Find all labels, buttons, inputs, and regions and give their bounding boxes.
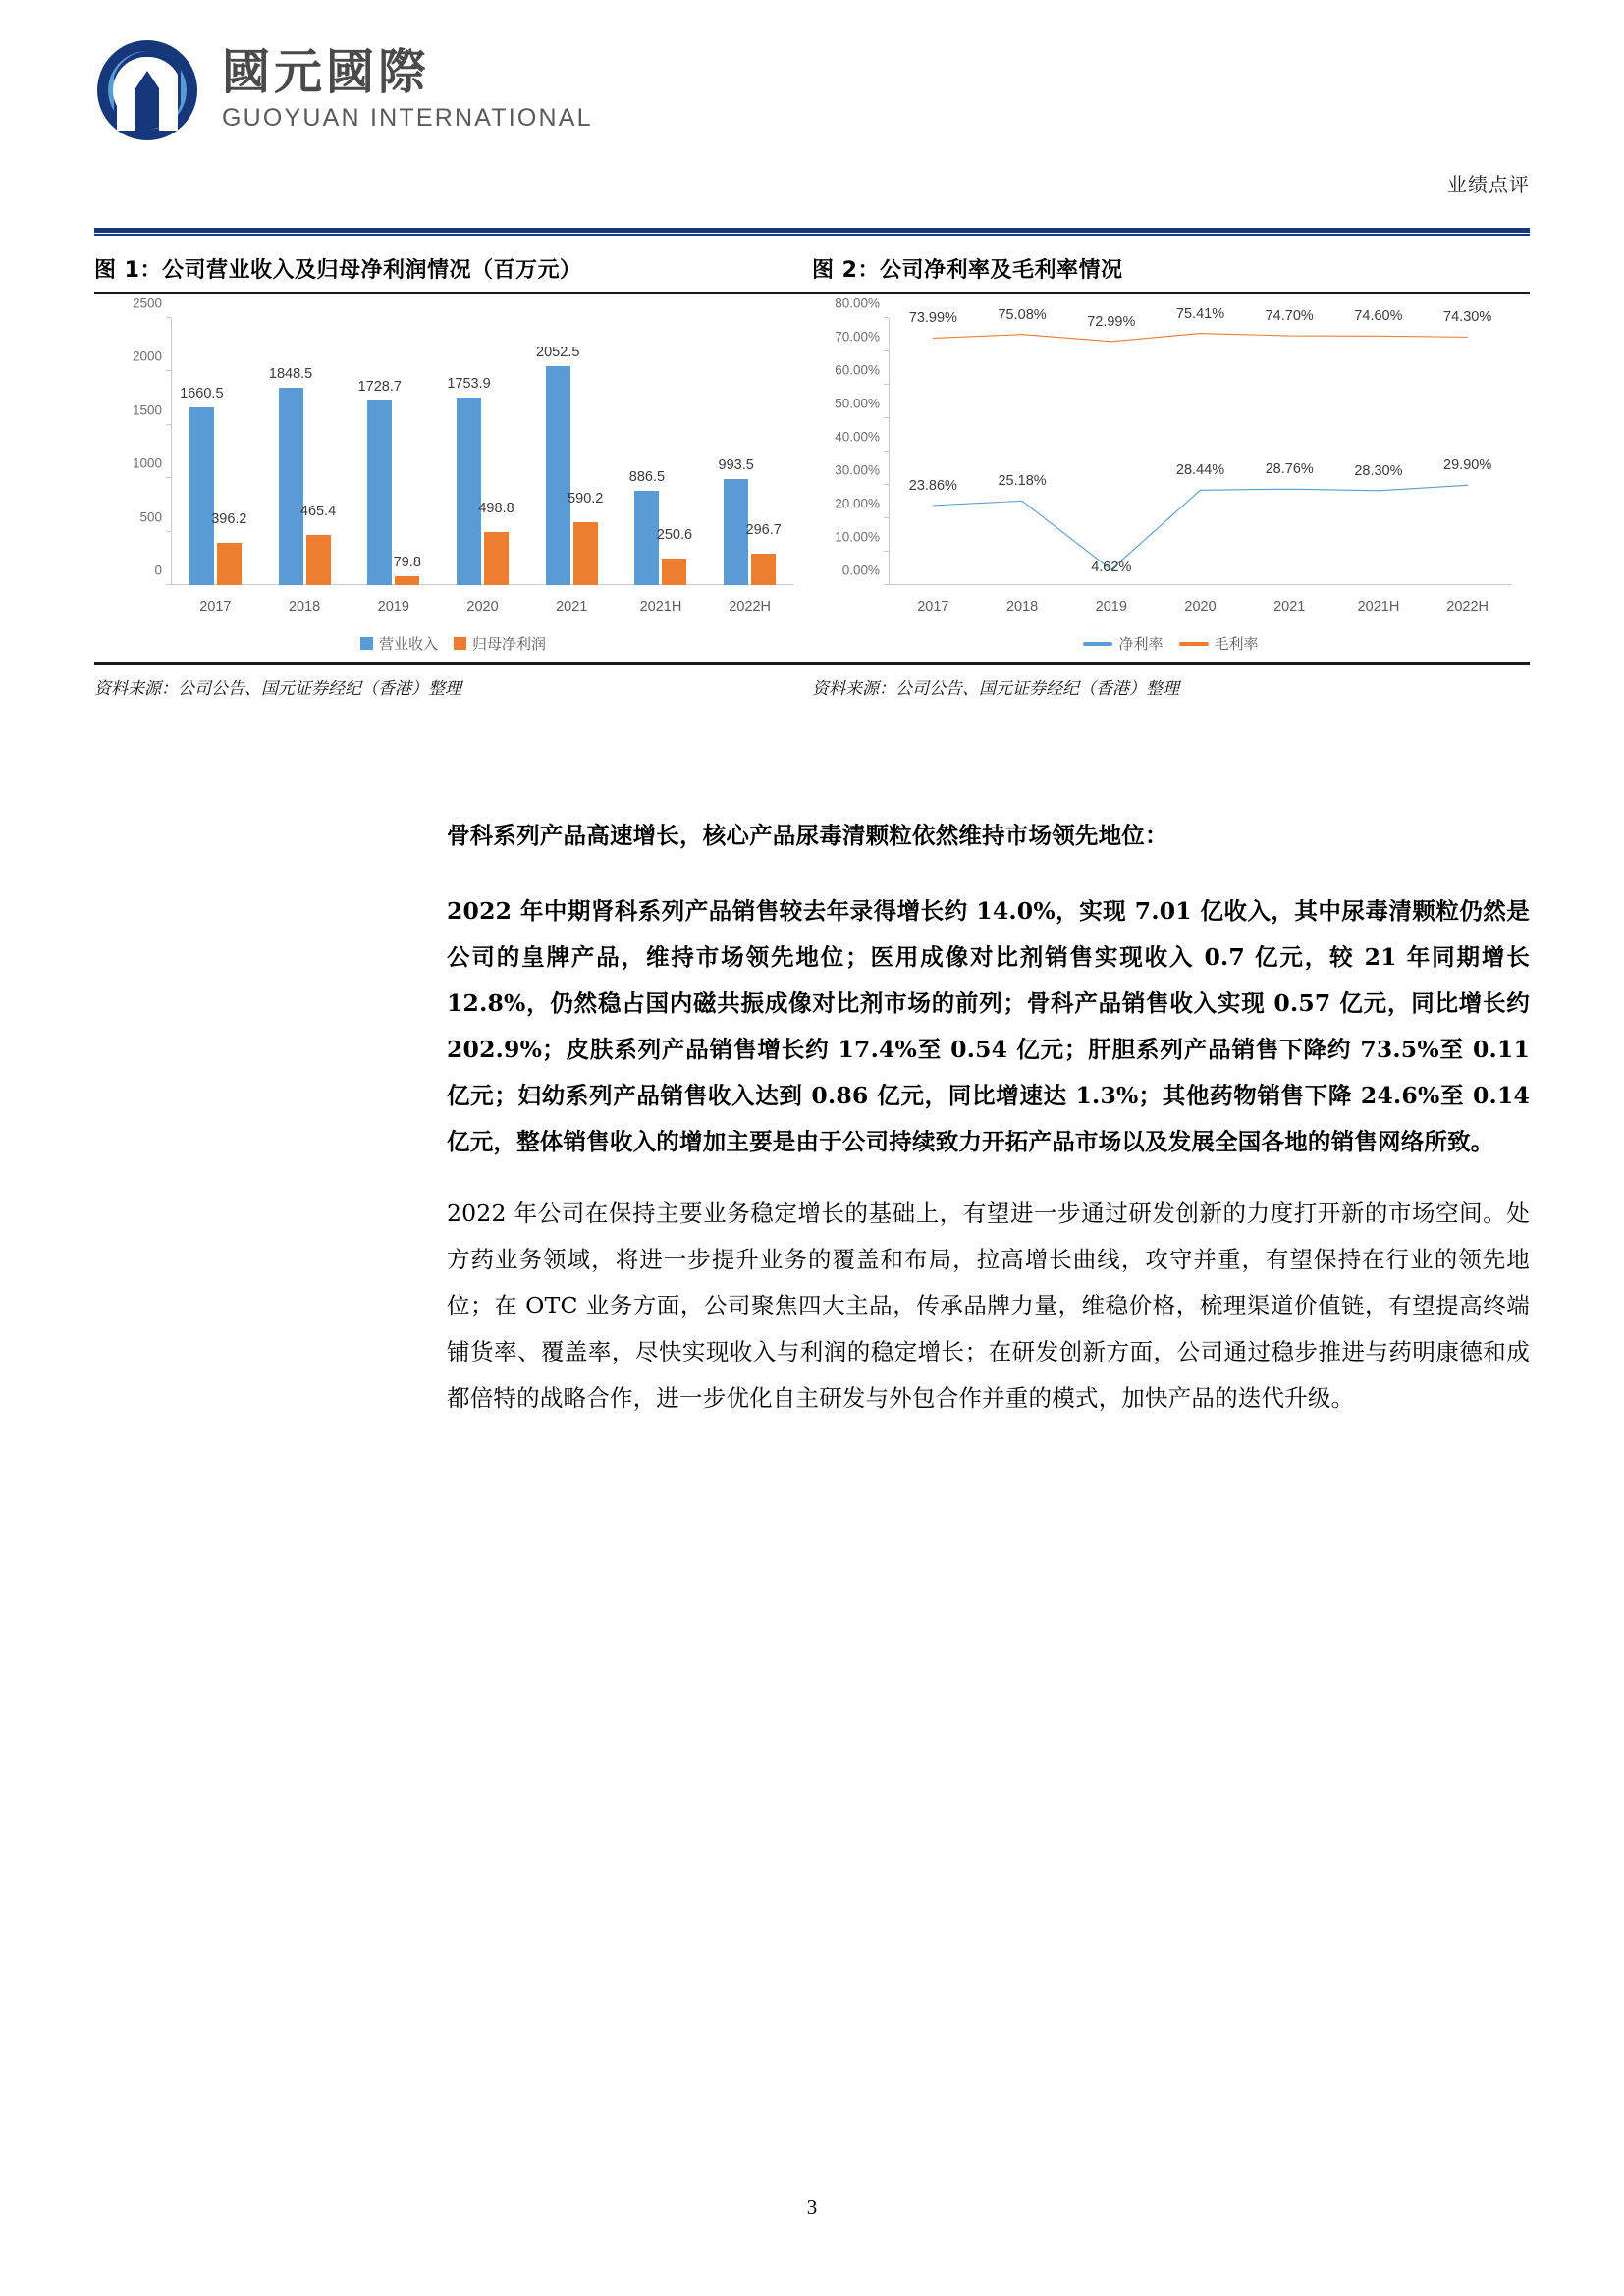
bar-group: [438, 318, 527, 585]
line-y-tick-mark: [884, 484, 889, 485]
figure-1-cell: [94, 295, 812, 658]
line-x-axis-labels: [889, 599, 1512, 614]
bar-net-profit: [745, 521, 782, 585]
figure-sources-row: [94, 665, 1530, 711]
line-point-value-label: 28.76%: [1265, 461, 1314, 478]
bar-revenue: [447, 376, 491, 585]
bar-y-tick-label: 1500: [132, 402, 162, 418]
line-y-tick-label: 70.00%: [835, 329, 880, 345]
bar-revenue: [180, 386, 224, 585]
line-x-tick-label: 2020: [1184, 599, 1217, 614]
line-y-tick-mark: [884, 551, 889, 552]
body-text-column: [447, 813, 1530, 1447]
header-divider: [94, 228, 1530, 233]
bar-chart-legend: [94, 633, 812, 654]
bar-group: [705, 318, 794, 585]
figure-titles-row: [94, 253, 1530, 292]
legend-line-icon: [1179, 642, 1209, 646]
body-paragraph-1: 2022 年中期肾科系列产品销售较去年录得增长约 14.0%，实现 7.01 亿收入，其中尿毒清颗粒仍然是公司的皇牌产品，维持市场领先地位；医用成像对比剂销售实现收入 0.7 亿元，较 21 年同期增长 12.8%，仍然稳占国内磁共振成像对比剂市场的前列；骨科产品销售收入实现 0.57 亿元，同比增长约 202.9%；皮肤系列产品销售增长约 17.4%至 0.54 亿元；肝胆系列产品销售下降约 73.5%至 0.11 亿元；妇幼系列产品销售收入达到 0.86 亿元，同比增速达 1.3%；其他药物销售下降 24.6%至 0.14 亿元，整体销售收入的增加主要是由于公司持续致力开拓产品市场以及发展全国各地的销售网络所致。: [447, 897, 1530, 1155]
bar-value-label: 250.6: [656, 526, 693, 543]
figure-1-source: 资料来源：公司公告、国元证券经纪（香港）整理: [94, 679, 461, 699]
bar-value-label: 993.5: [718, 456, 754, 473]
bar-x-tick-label: 2020: [466, 599, 499, 614]
line-x-tick-label: 2022H: [1446, 599, 1489, 614]
bar-y-tick-mark: [166, 477, 171, 478]
bar-value-label: 396.2: [211, 510, 247, 527]
bar-revenue: [357, 378, 402, 585]
line-x-tick-label: 2017: [917, 599, 949, 614]
line-point-value-label: 4.62%: [1091, 560, 1132, 576]
guoyuan-logo-icon: [94, 37, 200, 143]
bar-group: [527, 318, 617, 585]
bar-revenue: [268, 365, 313, 585]
legend-item: [1083, 633, 1163, 654]
line-series-svg: [889, 318, 1512, 585]
line-y-tick-mark: [884, 417, 889, 418]
figures-band: [94, 253, 1530, 711]
line-point-value-label: 74.30%: [1443, 309, 1492, 326]
line-y-tick-mark: [884, 384, 889, 385]
header-divider-thin: [94, 234, 1530, 236]
bar-group: [617, 318, 706, 585]
bar-y-tick-mark: [166, 317, 171, 318]
bar-x-tick-label: 2021H: [639, 599, 682, 614]
legend-label: 营业收入: [378, 635, 438, 653]
legend-label: 净利率: [1118, 635, 1164, 653]
bar-net-profit: [656, 526, 693, 585]
line-y-tick-label: 60.00%: [835, 362, 880, 378]
page-header: [0, 0, 1624, 206]
bar-net-profit: [299, 504, 337, 585]
legend-item: [1179, 633, 1259, 654]
bar-x-axis-labels: [171, 599, 794, 614]
line-y-tick-label: 40.00%: [835, 429, 880, 445]
bar-value-label: 886.5: [628, 468, 666, 485]
line-point-value-label: 73.99%: [908, 310, 957, 327]
line-series-gross-margin: [933, 334, 1467, 342]
bar-series-container: [171, 318, 794, 585]
bar-value-label: 1660.5: [180, 386, 224, 402]
line-point-value-label: 75.41%: [1175, 305, 1225, 322]
line-x-tick-label: 2021H: [1357, 599, 1400, 614]
section-lead-paragraph: 骨科系列产品高速增长，核心产品尿毒清颗粒依然维持市场领先地位：: [447, 822, 1168, 849]
line-point-value-label: 28.30%: [1354, 462, 1403, 479]
bar-net-profit: [393, 555, 421, 585]
line-point-value-label: 72.99%: [1087, 313, 1136, 330]
charts-row: [94, 294, 1530, 662]
bar-group: [260, 318, 350, 585]
line-point-value-label: 75.08%: [998, 306, 1047, 323]
figure-1-title: 图 1：公司营业收入及归母净利润情况（百万元）: [94, 258, 582, 283]
bar-x-tick-label: 2021: [556, 599, 588, 614]
legend-item: [360, 633, 438, 654]
figure-2-source: 资料来源：公司公告、国元证券经纪（香港）整理: [812, 679, 1179, 699]
bar-y-tick-label: 2500: [132, 295, 162, 311]
line-y-tick-mark: [884, 350, 889, 351]
bar-value-label: 465.4: [299, 504, 337, 520]
legend-label: 毛利率: [1214, 635, 1259, 653]
bar-value-label: 296.7: [745, 521, 782, 538]
logo-english-text: GUOYUAN INTERNATIONAL: [222, 104, 593, 132]
line-x-tick-label: 2018: [1005, 599, 1039, 614]
revenue-profit-bar-chart: [94, 295, 812, 658]
line-point-value-label: 25.18%: [998, 473, 1047, 490]
bar-value-label: 1753.9: [447, 376, 491, 393]
bar-x-tick-label: 2022H: [729, 599, 772, 614]
bar-y-tick-mark: [166, 424, 171, 425]
body-paragraph-2: 2022 年公司在保持主要业务稳定增长的基础上，有望进一步通过研发创新的力度打开新的市场空间。处方药业务领域，将进一步提升业务的覆盖和布局，拉高增长曲线，攻守并重，有望保持在行业的领先地位；在 OTC 业务方面，公司聚焦四大主品，传承品牌力量，维稳价格，梳理渠道价值链，有望提高终端铺货率、覆盖率，尽快实现收入与利润的稳定增长；在研发创新方面，公司通过稳步推进与药明康德和成都倍特的战略合作，进一步优化自主研发与外包合作并重的模式，加快产品的迭代升级。: [447, 1200, 1530, 1412]
bar-chart-plot-area: [132, 295, 794, 585]
bar-net-profit: [568, 490, 604, 585]
page-number: 3: [806, 2195, 818, 2218]
line-point-value-label: 74.60%: [1354, 308, 1403, 325]
legend-line-icon: [1083, 642, 1112, 646]
line-y-tick-mark: [884, 451, 889, 452]
figure-2-title: 图 2：公司净利率及毛利率情况: [812, 258, 1123, 283]
line-x-tick-label: 2021: [1273, 599, 1306, 614]
bar-value-label: 498.8: [478, 500, 514, 516]
line-series-net-margin: [933, 485, 1467, 569]
legend-swatch-icon: [360, 637, 373, 650]
bar-y-tick-mark: [166, 531, 171, 532]
line-y-tick-mark: [884, 584, 889, 585]
report-type-label: 业绩点评: [1447, 173, 1530, 196]
line-y-tick-label: 0.00%: [841, 562, 880, 578]
line-chart-plot-area: [835, 295, 1512, 585]
legend-swatch-icon: [454, 637, 466, 650]
company-logo: [94, 37, 593, 143]
bar-revenue: [628, 468, 666, 585]
bar-value-label: 590.2: [568, 490, 604, 507]
line-point-value-label: 23.86%: [908, 477, 957, 494]
line-y-tick-label: 50.00%: [835, 396, 880, 411]
bar-y-tick-label: 1000: [132, 455, 162, 471]
line-y-tick-label: 30.00%: [835, 462, 880, 478]
bar-revenue: [536, 344, 580, 585]
bar-y-tick-mark: [166, 370, 171, 371]
margin-line-chart: [812, 295, 1530, 658]
bar-y-tick-label: 500: [139, 509, 162, 525]
bar-value-label: 79.8: [393, 555, 421, 571]
bar-group: [349, 318, 438, 585]
line-y-tick-mark: [884, 317, 889, 318]
bar-revenue: [718, 456, 754, 585]
bar-value-label: 2052.5: [536, 344, 580, 360]
bar-value-label: 1848.5: [268, 365, 313, 382]
line-y-tick-label: 80.00%: [835, 295, 880, 311]
line-point-value-label: 29.90%: [1443, 457, 1492, 474]
line-point-value-label: 28.44%: [1175, 462, 1225, 479]
legend-item: [454, 633, 546, 654]
line-x-tick-label: 2019: [1095, 599, 1127, 614]
line-point-value-label: 74.70%: [1265, 308, 1314, 325]
figure-2-cell: [812, 295, 1530, 658]
legend-label: 归母净利润: [472, 635, 547, 653]
bar-net-profit: [478, 500, 514, 585]
bar-value-label: 1728.7: [357, 378, 402, 395]
line-y-tick-label: 10.00%: [835, 529, 880, 545]
bar-net-profit: [211, 510, 247, 585]
bar-x-tick-label: 2018: [288, 599, 321, 614]
logo-chinese-text: 國元國際: [222, 44, 431, 100]
bar-x-tick-label: 2017: [199, 599, 232, 614]
line-y-tick-label: 20.00%: [835, 496, 880, 511]
line-y-tick-mark: [884, 517, 889, 518]
bar-group: [171, 318, 260, 585]
bar-y-tick-label: 0: [154, 562, 162, 578]
bar-y-tick-mark: [166, 584, 171, 585]
line-chart-legend: [812, 633, 1530, 654]
bar-y-tick-label: 2000: [132, 348, 162, 364]
bar-x-tick-label: 2019: [377, 599, 409, 614]
